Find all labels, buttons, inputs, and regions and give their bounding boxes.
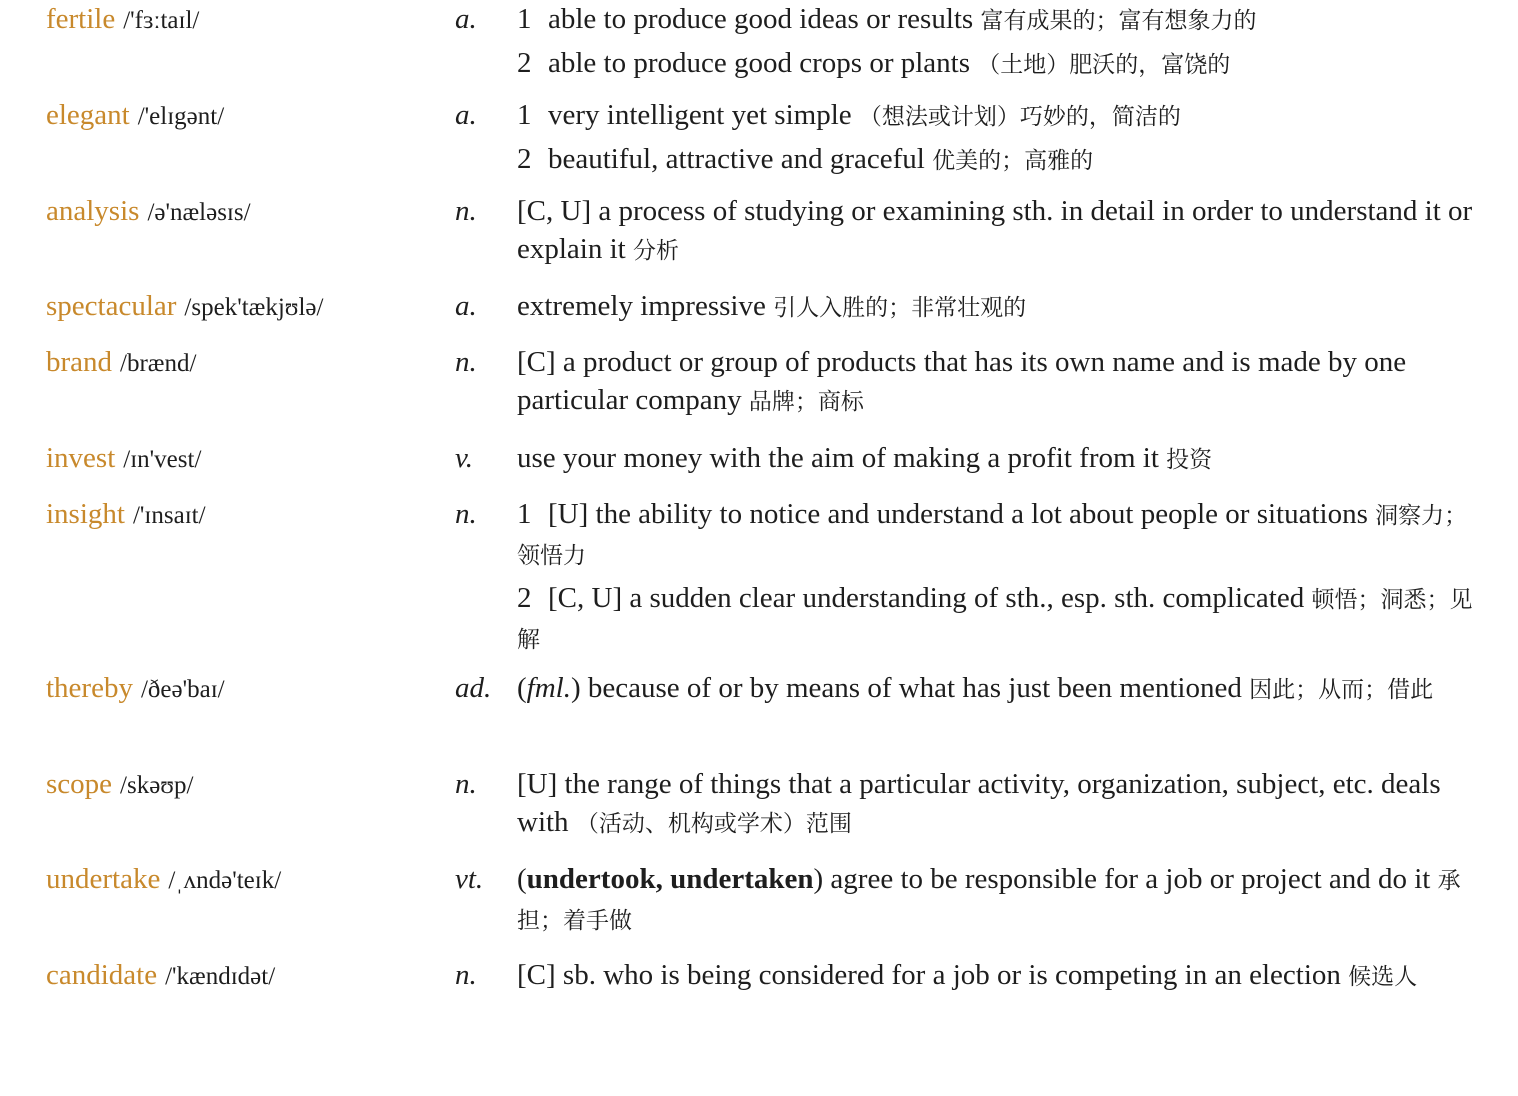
part-of-speech: n. (455, 768, 477, 800)
definition-zh: （土地）肥沃的，富饶的 (977, 52, 1231, 78)
word: spectacular (46, 290, 177, 322)
sense (517, 343, 1483, 421)
sense (517, 860, 1483, 940)
word: candidate (46, 959, 158, 991)
sense-number: 2 (517, 582, 532, 614)
phonetic: /brænd/ (120, 350, 197, 377)
definitions (517, 669, 1483, 709)
part-of-speech: n. (455, 498, 477, 530)
definitions (517, 287, 1483, 327)
definition-zh: 引人入胜的；非常壮观的 (773, 295, 1027, 321)
word: brand (46, 346, 113, 378)
definitions (517, 765, 1483, 843)
phonetic: /skəʊp/ (120, 772, 194, 799)
definition-en: because of or by means of what has just been mentioned (587, 672, 1242, 704)
definition-en: very intelligent yet simple (548, 99, 852, 131)
headword (46, 343, 196, 383)
part-of-speech: vt. (455, 863, 484, 895)
definition-en: able to produce good crops or plants (548, 47, 971, 79)
definition-en: extremely impressive (517, 290, 766, 322)
sense-number: 1 (517, 498, 532, 530)
inflection-forms: undertook, undertaken (526, 863, 814, 895)
definitions (517, 439, 1483, 479)
headword (46, 669, 225, 709)
phonetic: /'fɜːtaɪl/ (123, 7, 200, 34)
phonetic: /'kændɪdət/ (165, 963, 276, 990)
definitions (517, 343, 1483, 421)
sense (517, 669, 1483, 709)
inflection-close: ) (813, 863, 824, 895)
definition-zh: 承担；着手做 (517, 868, 1461, 934)
phonetic: /'ɪnsaɪt/ (132, 502, 206, 529)
definition-en: able to produce good ideas or results (548, 3, 974, 35)
sense (517, 956, 1483, 996)
sense-number: 2 (517, 143, 532, 175)
definition-zh: 洞察力；领悟力 (517, 503, 1468, 569)
definition-en: [U] the range of things that a particular activity, organization, subject, etc. deals with (517, 768, 1441, 838)
part-of-speech: ad. (455, 672, 492, 704)
definition-zh: 候选人 (1348, 964, 1418, 990)
part-of-speech: a. (455, 3, 477, 35)
headword (46, 0, 199, 40)
sense (517, 579, 1483, 659)
headword (46, 287, 323, 327)
definitions (517, 860, 1483, 940)
definition-zh: 品牌；商标 (748, 389, 864, 415)
definitions (517, 0, 1483, 84)
sense (517, 96, 1483, 136)
word: invest (46, 442, 116, 474)
register-close: ) (570, 672, 581, 704)
definition-en: [C, U] a process of studying or examining sth. in detail in order to understand it or explain it (517, 195, 1473, 265)
word: elegant (46, 99, 130, 131)
part-of-speech: n. (455, 959, 477, 991)
word: fertile (46, 3, 116, 35)
part-of-speech: n. (455, 195, 477, 227)
definition-en: use your money with the aim of making a profit from it (517, 442, 1159, 474)
definitions (517, 96, 1483, 180)
headword (46, 192, 251, 232)
headword (46, 495, 206, 535)
word: analysis (46, 195, 140, 227)
definition-zh: 优美的；高雅的 (932, 148, 1094, 174)
sense (517, 439, 1483, 479)
phonetic: /ɪn'vest/ (123, 446, 202, 473)
definition-zh: （想法或计划）巧妙的，简洁的 (858, 104, 1181, 130)
definition-zh: 顿悟；洞悉；见解 (517, 587, 1473, 653)
definition-zh: 投资 (1166, 447, 1213, 473)
sense-number: 1 (517, 3, 532, 35)
sense (517, 44, 1483, 84)
definitions (517, 192, 1483, 270)
phonetic: /'elɪgənt/ (137, 103, 225, 130)
headword (46, 765, 193, 805)
word: insight (46, 498, 125, 530)
phonetic: /ðeə'baɪ/ (140, 676, 225, 703)
register-label: fml. (526, 672, 571, 704)
headword (46, 860, 281, 900)
definition-en: [C] a product or group of products that has its own name and is made by one particular company (517, 346, 1407, 416)
register-open: ( (517, 672, 527, 704)
phonetic: /ə'næləsɪs/ (147, 199, 251, 226)
phonetic: /ˌʌndə'teɪk/ (168, 867, 282, 894)
definition-zh: （活动、机构或学术）范围 (575, 811, 852, 837)
sense (517, 0, 1483, 40)
definition-en: [C] sb. who is being considered for a job or is competing in an election (517, 959, 1341, 991)
sense (517, 287, 1483, 327)
part-of-speech: n. (455, 346, 477, 378)
word: scope (46, 768, 113, 800)
sense-number: 2 (517, 47, 532, 79)
word: undertake (46, 863, 161, 895)
definition-zh: 富有成果的；富有想象力的 (980, 8, 1257, 34)
definition-zh: 分析 (632, 238, 679, 264)
definition-en: [C, U] a sudden clear understanding of sth., esp. sth. complicated (548, 582, 1305, 614)
inflection-open: ( (517, 863, 527, 895)
word: thereby (46, 672, 133, 704)
definitions (517, 495, 1483, 659)
sense (517, 192, 1483, 270)
definitions (517, 956, 1483, 996)
definition-en: agree to be responsible for a job or project and do it (830, 863, 1431, 895)
part-of-speech: a. (455, 99, 477, 131)
sense-number: 1 (517, 99, 532, 131)
sense (517, 140, 1483, 180)
definition-zh: 因此；从而；借此 (1249, 677, 1434, 703)
definition-en: [U] the ability to notice and understand a lot about people or situations (548, 498, 1368, 530)
part-of-speech: a. (455, 290, 477, 322)
headword (46, 96, 224, 136)
sense (517, 495, 1483, 575)
headword (46, 956, 275, 996)
definition-en: beautiful, attractive and graceful (548, 143, 925, 175)
part-of-speech: v. (455, 442, 473, 474)
sense (517, 765, 1483, 843)
phonetic: /spek'tækjʊlə/ (184, 294, 324, 321)
headword (46, 439, 201, 479)
